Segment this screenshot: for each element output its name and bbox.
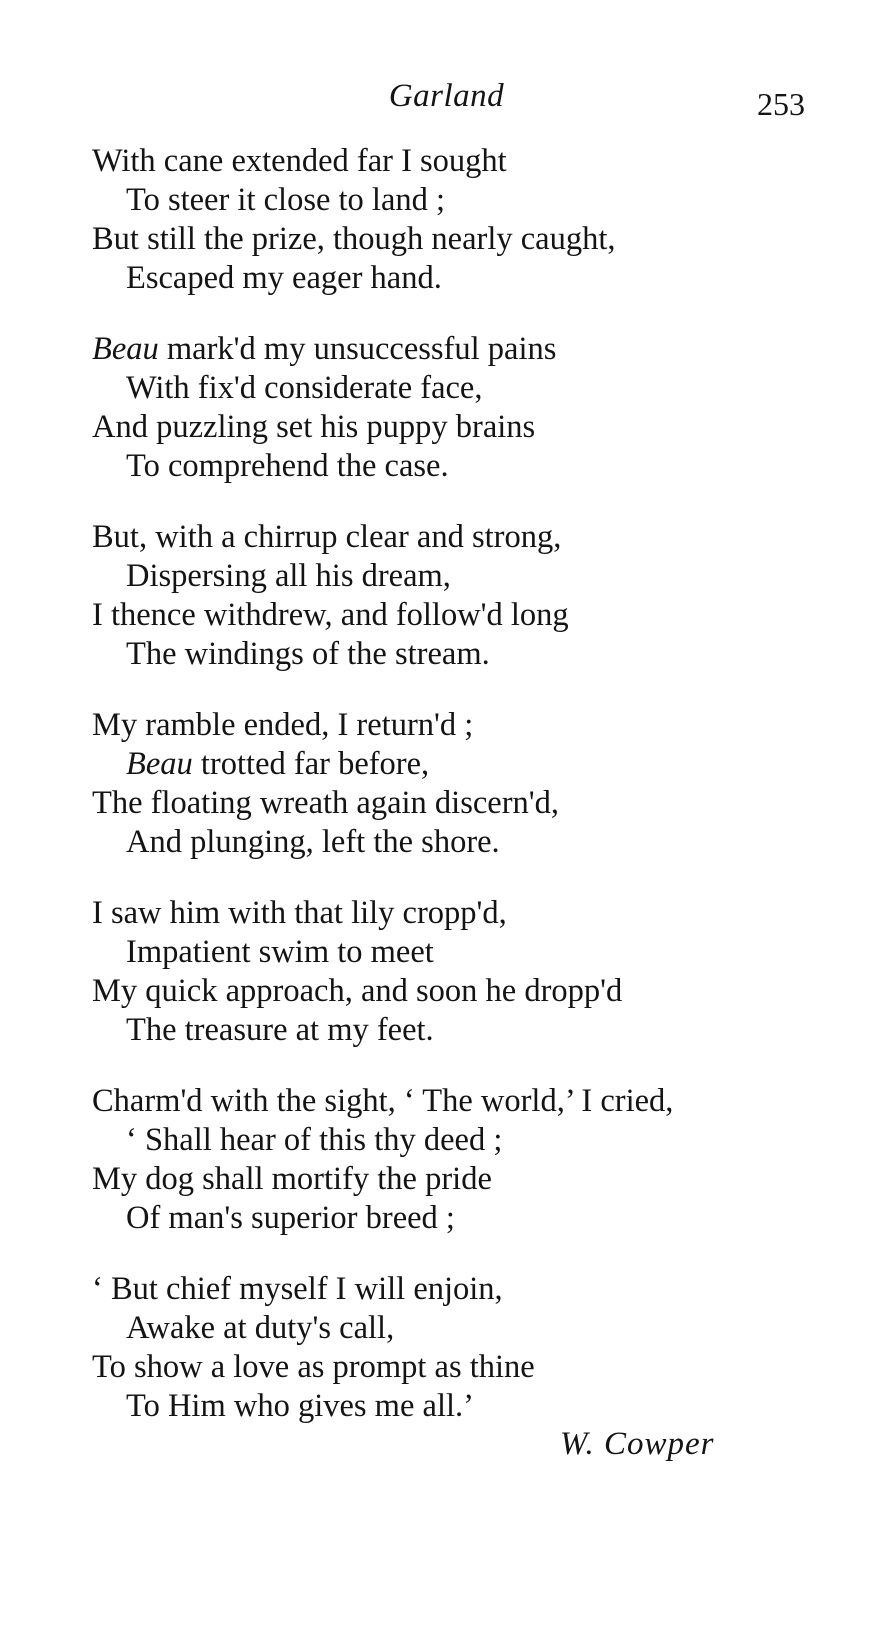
stanza-7	[92, 1270, 852, 1426]
poem-line: I thence withdrew, and follow'd long	[92, 597, 569, 633]
poem-line: To steer it close to land ;	[126, 182, 446, 218]
italic-name: Beau	[126, 746, 193, 782]
author-attribution: W. Cowper	[560, 1426, 715, 1462]
stanza-1	[92, 142, 852, 298]
italic-name: Beau	[92, 331, 159, 367]
stanza-3	[92, 518, 852, 674]
poem-line: ‘ Shall hear of this thy deed ;	[126, 1122, 503, 1158]
stanza-4	[92, 706, 852, 862]
poem-line: And puzzling set his puppy brains	[92, 409, 536, 445]
poem-line: Dispersing all his dream,	[126, 558, 451, 594]
poem-line: And plunging, left the shore.	[126, 824, 500, 860]
poem-line: The windings of the stream.	[126, 636, 490, 672]
page-number: 253	[757, 86, 805, 122]
poem-line: Beau trotted far before,	[126, 746, 430, 782]
poem-line: My quick approach, and soon he dropp'd	[92, 973, 623, 1009]
stanza-6	[92, 1082, 852, 1238]
poem-line: ‘ But chief myself I will enjoin,	[92, 1271, 503, 1307]
stanza-2	[92, 330, 852, 486]
poem-line: Awake at duty's call,	[126, 1310, 395, 1346]
poem	[92, 142, 852, 1458]
poem-line: Of man's superior breed ;	[126, 1200, 455, 1236]
poem-line: Impatient swim to meet	[126, 934, 434, 970]
poem-line: Beau mark'd my unsuccessful pains	[92, 331, 557, 367]
poem-line: The treasure at my feet.	[126, 1012, 434, 1048]
poem-line: Escaped my eager hand.	[126, 260, 442, 296]
poem-line: With cane extended far I sought	[92, 143, 507, 179]
poem-line: But still the prize, though nearly caught,	[92, 221, 616, 257]
poem-line: The floating wreath again discern'd,	[92, 785, 559, 821]
poem-line: My ramble ended, I return'd ;	[92, 707, 474, 743]
poem-line: To show a love as prompt as thine	[92, 1349, 535, 1385]
poem-line: To Him who gives me all.’	[126, 1388, 474, 1424]
stanza-5	[92, 894, 852, 1050]
running-head	[0, 78, 893, 122]
poem-line: I saw him with that lily cropp'd,	[92, 895, 507, 931]
poem-line: Charm'd with the sight, ‘ The world,’ I cried,	[92, 1083, 674, 1119]
poem-line: To comprehend the case.	[126, 448, 449, 484]
poem-line: With fix'd considerate face,	[126, 370, 483, 406]
poem-line: My dog shall mortify the pride	[92, 1161, 492, 1197]
poem-line: But, with a chirrup clear and strong,	[92, 519, 562, 555]
running-title: Garland	[388, 78, 505, 114]
